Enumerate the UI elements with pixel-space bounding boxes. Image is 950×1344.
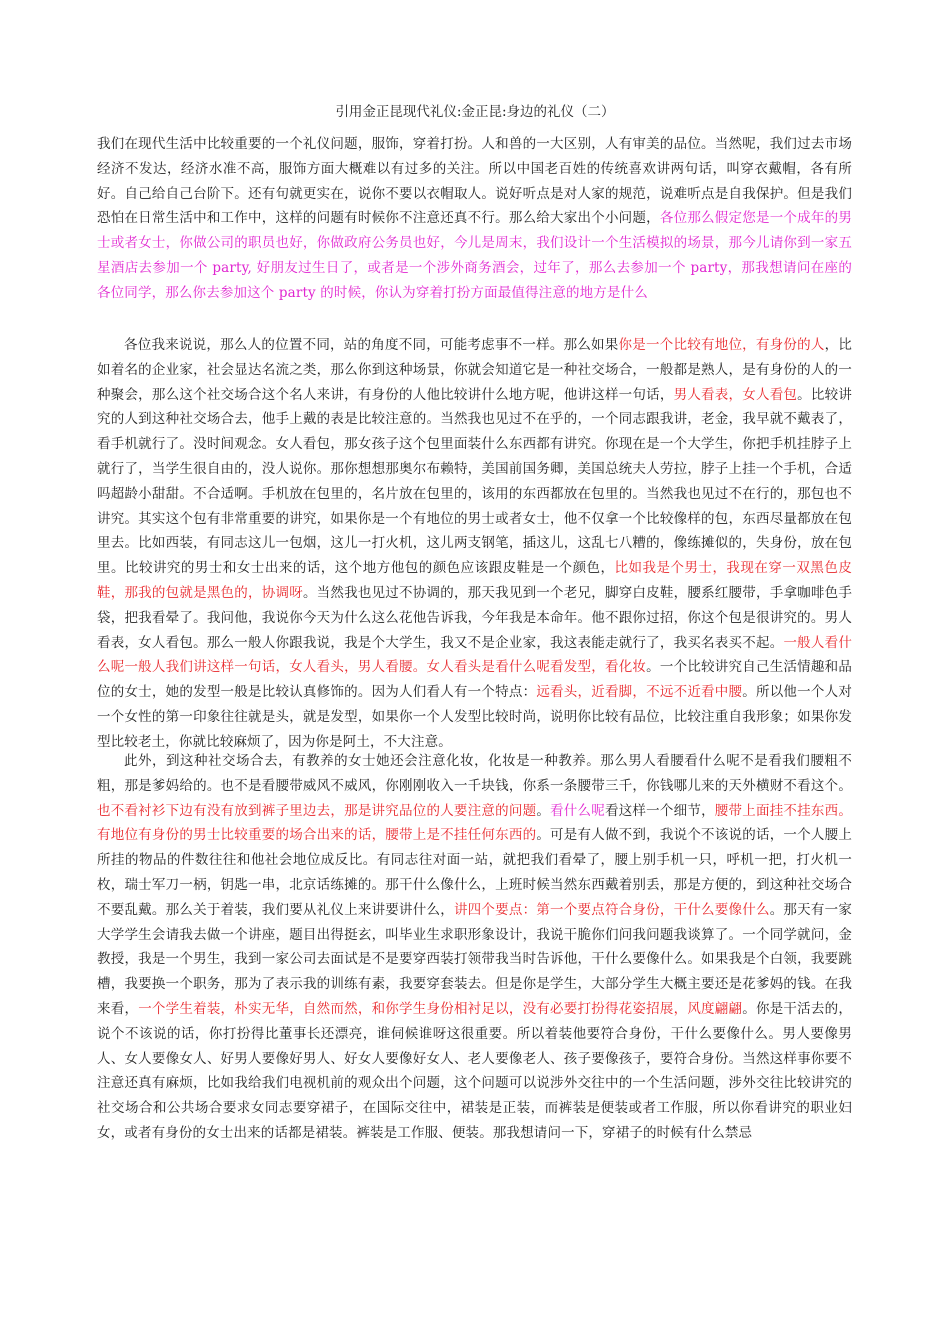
text-run: 腰带上面挂不挂东西。有地位有身份的男士比较重要的场合出来的话，腰带上是不挂任何东西的 xyxy=(97,802,852,844)
paragraph-2 xyxy=(97,333,852,755)
text-run: ，比如着名的企业家，社会显达名流之类，那么你到这种场景，你就会知道它是一种社交场合，一般都是熟人，是有身份的人的一种聚会，那么这个社交场合这个名人来讲，有身份的人他比较讲什么地方呢，他讲这样一句话， xyxy=(97,337,852,403)
text-run: 。所以他一个人对一个女性的第一印象往往就是头，就是发型，如果你一个人发型比较时尚，说明你比较有品位，比较注重自我形象；如果你发型比较老土，你就比较麻烦了，因为你是阿土，不大注意。 xyxy=(97,684,852,750)
text-run: 各位那么假定您是一个成年的男士或者女士，你做公司的职员也好，你做政府公务员也好，今儿是周末，我们设计一个生活模拟的场景，那今儿请你到一家五星酒店去参加一个 party, 好朋友过生日了，或者是一个涉外商务酒会，过年了，那么去参加一个 party，那我想请问在座的各位同学，那么你去参加这个 party 的时候，你认为穿着打扮方面最值得注意的地方是什么 xyxy=(97,210,852,301)
paragraph-3 xyxy=(97,749,852,1146)
text-run: 。可是有人做不到，我说个不该说的话，一个人腰上所挂的物品的件数往往和他社会地位成反比。有同志往对面一站，就把我们看晕了，腰上别手机一只，呼机一把，打火机一枚，瑞士军刀一柄，钥匙一串，北京话练摊的。那干什么像什么，上班时候当然东西戴着别丢，那是方便的，到这种社交场合不要乱戴。那么关于着装，我们要从礼仪上来讲要讲什么， xyxy=(97,827,852,918)
text-run: 看什么呢 xyxy=(550,802,605,819)
paragraph-1 xyxy=(97,132,852,306)
text-run: 你是一个比较有地位，有身份的人 xyxy=(618,337,825,353)
text-run: 各位我来说说，那么人的位置不同，站的角度不同，可能考虑事不一样。那么如果 xyxy=(124,337,619,353)
text-run: 。那天有一家大学学生会请我去做一个讲座，题目出得挺玄，叫毕业生求职形象设计，我说干脆你们问我问题我谈算了。一个同学就问，金教授，我是一个男生，我到一家公司去面试是不是要穿西装打领带我当时告诉他，干什么要像什么。如果我是个白领，我要跳槽，我要换一个职务，那为了表示我的训练有素，我要穿套装去。但是你是学生，大部分学生大概主要还是花爹妈的钱。在我来看， xyxy=(97,901,852,1017)
text-run: 一般人看什么呢一般人我们讲这样一句话，女人看头，男人看腰。女人看头是看什么呢看发型，看化妆 xyxy=(97,634,853,676)
text-run: 此外，到这种社交场合去，有教养的女士她还会注意化妆，化妆是一种教养。那么男人看腰看什么呢不是看我们腰粗不粗，那是爹妈给的。也不是看腰带威风不威风，你刚刚收入一千块钱，你系一条腰带三千，你钱哪儿来的天外横财不看这个。 xyxy=(97,753,852,794)
text-run: 看这样一个细节， xyxy=(604,802,715,819)
text-run: 一个学生着装，朴实无华，自然而然，和你学生身份相衬足以，没有必要打扮得花姿招展，风度翩翩 xyxy=(138,1000,743,1017)
text-run: 讲四个要点：第一个要点符合身份，干什么要像什么 xyxy=(453,901,770,918)
text-run: 我们在现代生活中比较重要的一个礼仪问题，服饰，穿着打扮。人和兽的一大区别，人有审美的品位。当然呢，我们过去市场经济不发达，经济水准不高，服饰方面大概难以有过多的关注。所以中国老百姓的传统喜欢讲两句话，叫穿衣戴帽，各有所好。自己给自己台阶下。还有句就更实在，说你不要以衣帽取人。说好听点是对人家的规范，说难听点是自我保护。但是我们恐怕在日常生活中和工作中，这样的问题有时候你不注意还真不行。那么给大家出个小问题， xyxy=(97,136,852,227)
text-run: 。 xyxy=(536,802,551,819)
text-run: 。你是干活去的，说个不该说的话，你打扮得比董事长还漂亮，谁伺候谁呀这很重要。所以着装他要符合身份，干什么要像什么。男人要像男人、女人要像女人、好男人要像好男人、好女人要像好女人、老人要像老人、孩子要像孩子，要符合身份。当然这样事你要不注意还真有麻烦，比如我给我们电视机前的观众出个问题，这个问题可以说涉外交往中的一个生活问题，涉外交往比较讲究的社交场合和公共场合要求女同志要穿裙子，在国际交往中，裙装是正装，而裤装是便装或者工作服，所以你看讲究的职业妇女，或者有身份的女士出来的话都是裙装。裤装是工作服、便装。那我想请问一下，穿裙子的时候有什么禁忌 xyxy=(97,1000,852,1141)
text-run: 。当然我也见过不协调的，那天我见到一个老兄，脚穿白皮鞋，腰系红腰带，手拿咖啡色手袋，把我看晕了。我问他，我说你今天为什么这么花他告诉我，今年我是本命年。他不跟你过招，你这个包是很讲究的。男人看表，女人看包。那么一般人你跟我说，我是个大学生，我又不是企业家，我这表能走就行了，我买名表买不起。 xyxy=(97,584,853,651)
text-run: 也不看衬衫下边有没有放到裤子里边去，那是讲究品位的人要注意的问题 xyxy=(97,802,537,819)
text-run: 男人看表，女人看包 xyxy=(673,386,798,403)
document-title: 引用金正昆现代礼仪:金正昆:身边的礼仪（二） xyxy=(335,104,615,120)
text-run: 。一个比较讲究自己生活情趣和品位的女士，她的发型一般是比较认真修饰的。因为人们看人有一个特点： xyxy=(97,659,853,701)
text-run: 远看头，近看脚，不远不近看中腰 xyxy=(536,684,743,701)
text-run: 。比较讲究的人到这种社交场合去，他手上戴的表是比较注意的。当然我也见过不在乎的，一个同志跟我讲，老金，我早就不戴表了，看手机就行了。没时间观念。女人看包，那女孩子这个包里面装什么东西都有讲究。你现在是一个大学生，你把手机挂脖子上就行了，当学生很自由的，没人说你。那你想想那奥尔布赖特，美国前国务卿，美国总统夫人劳拉，脖子上挂一个手机，合适吗超龄小甜甜。不合适啊。手机放在包里的，名片放在包里的，该用的东西都放在包里的。当然我也见过不在行的，那包也不讲究。其实这个包有非常重要的讲究，如果你是一个有地位的男士或者女士，他不仅拿一个比较像样的包，东西尽量都放在包里去。比如西装，有同志这儿一包烟，这儿一打火机，这儿两支钢笔，插这儿，这乱七八糟的，像练摊似的，失身份，放在包里。比较讲究的男士和女士出来的话，这个地方他包的颜色应该跟皮鞋是一个颜色， xyxy=(97,386,852,577)
text-run: 比如我是个男士，我现在穿一双黑色皮鞋，那我的包就是黑色的，协调呀 xyxy=(97,560,852,601)
